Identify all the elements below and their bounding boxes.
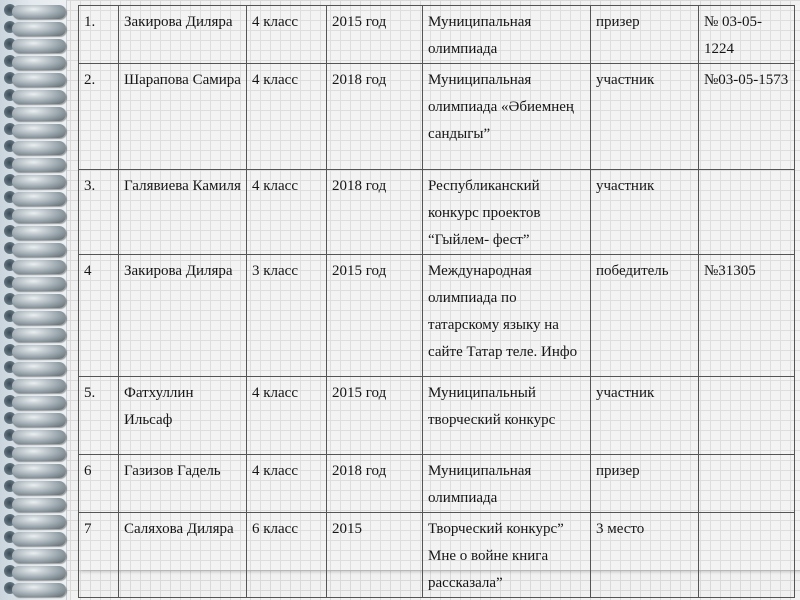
student-name: Саляхова Диляра bbox=[119, 513, 247, 598]
binding-ring bbox=[12, 39, 66, 53]
event: Творческий конкурс” Мне о войне книга рассказала” bbox=[423, 513, 591, 598]
student-name: Закирова Диляра bbox=[119, 6, 247, 64]
binding-ring bbox=[12, 56, 66, 70]
grade: 4 класс bbox=[247, 64, 327, 170]
binding-ring bbox=[12, 515, 66, 529]
certificate-number bbox=[699, 513, 795, 598]
row-number: 1. bbox=[79, 6, 119, 64]
event: Международная олимпиада по татарскому языку на сайте Татар теле. Инфо bbox=[423, 255, 591, 377]
table-row bbox=[79, 513, 795, 598]
binding-ring bbox=[12, 362, 66, 376]
binding-ring bbox=[12, 294, 66, 308]
table-row bbox=[79, 6, 795, 64]
binding-ring bbox=[12, 124, 66, 138]
grade: 4 класс bbox=[247, 6, 327, 64]
binding-ring bbox=[12, 209, 66, 223]
binding-ring bbox=[12, 22, 66, 36]
year: 2015 год bbox=[327, 6, 423, 64]
binding-ring bbox=[12, 73, 66, 87]
table-row bbox=[79, 255, 795, 377]
certificate-number bbox=[699, 170, 795, 255]
binding-ring bbox=[12, 107, 66, 121]
binding-ring bbox=[12, 498, 66, 512]
result: 3 место bbox=[591, 513, 699, 598]
binding-ring bbox=[12, 175, 66, 189]
binding-ring bbox=[12, 192, 66, 206]
certificate-number: №31305 bbox=[699, 255, 795, 377]
certificate-number bbox=[699, 377, 795, 455]
binding-ring bbox=[12, 345, 66, 359]
certificate-number: № 03-05-1224 bbox=[699, 6, 795, 64]
binding-ring bbox=[12, 311, 66, 325]
table-row bbox=[79, 170, 795, 255]
binding-ring bbox=[12, 566, 66, 580]
binding-ring bbox=[12, 583, 66, 597]
binding-ring bbox=[12, 243, 66, 257]
grade: 4 класс bbox=[247, 455, 327, 513]
event: Муниципальная олимпиада bbox=[423, 455, 591, 513]
binding-ring bbox=[12, 141, 66, 155]
row-number: 4 bbox=[79, 255, 119, 377]
binding-ring bbox=[12, 447, 66, 461]
student-name: Галявиева Камиля bbox=[119, 170, 247, 255]
grade: 4 класс bbox=[247, 377, 327, 455]
event: Республиканский конкурс проектов “Гыйлем- фест” bbox=[423, 170, 591, 255]
binding-ring bbox=[12, 277, 66, 291]
result: участник bbox=[591, 377, 699, 455]
binding-ring bbox=[12, 90, 66, 104]
binding-ring bbox=[12, 481, 66, 495]
student-name: Закирова Диляра bbox=[119, 255, 247, 377]
year: 2018 год bbox=[327, 170, 423, 255]
row-number: 7 bbox=[79, 513, 119, 598]
result: призер bbox=[591, 455, 699, 513]
certificate-number bbox=[699, 455, 795, 513]
binding-ring bbox=[12, 413, 66, 427]
result: победитель bbox=[591, 255, 699, 377]
binding-ring bbox=[12, 396, 66, 410]
binding-ring bbox=[12, 532, 66, 546]
binding-ring bbox=[12, 328, 66, 342]
result: участник bbox=[591, 170, 699, 255]
year: 2015 год bbox=[327, 255, 423, 377]
grade: 3 класс bbox=[247, 255, 327, 377]
binding-ring bbox=[12, 430, 66, 444]
row-number: 6 bbox=[79, 455, 119, 513]
binding-ring bbox=[12, 260, 66, 274]
grade: 4 класс bbox=[247, 170, 327, 255]
binding-ring bbox=[12, 226, 66, 240]
year: 2015 год bbox=[327, 377, 423, 455]
event: Муниципальная олимпиада bbox=[423, 6, 591, 64]
binding-ring bbox=[12, 158, 66, 172]
certificate-number: №03-05-1573 bbox=[699, 64, 795, 170]
binding-ring bbox=[12, 464, 66, 478]
table-row bbox=[79, 455, 795, 513]
table-row bbox=[79, 64, 795, 170]
student-name: Шарапова Самира bbox=[119, 64, 247, 170]
binding-ring bbox=[12, 379, 66, 393]
student-name: Газизов Гадель bbox=[119, 455, 247, 513]
event: Муниципальный творческий конкурс bbox=[423, 377, 591, 455]
binding-ring bbox=[12, 5, 66, 19]
grade: 6 класс bbox=[247, 513, 327, 598]
binding-ring bbox=[12, 549, 66, 563]
student-name: Фатхуллин Ильсаф bbox=[119, 377, 247, 455]
spiral-binding bbox=[0, 0, 67, 600]
achievements-table bbox=[78, 5, 795, 598]
result: призер bbox=[591, 6, 699, 64]
result: участник bbox=[591, 64, 699, 170]
year: 2018 год bbox=[327, 455, 423, 513]
row-number: 3. bbox=[79, 170, 119, 255]
year: 2015 bbox=[327, 513, 423, 598]
row-number: 5. bbox=[79, 377, 119, 455]
row-number: 2. bbox=[79, 64, 119, 170]
event: Муниципальная олимпиада «Әбиемнең сандыгы” bbox=[423, 64, 591, 170]
year: 2018 год bbox=[327, 64, 423, 170]
table-row bbox=[79, 377, 795, 455]
